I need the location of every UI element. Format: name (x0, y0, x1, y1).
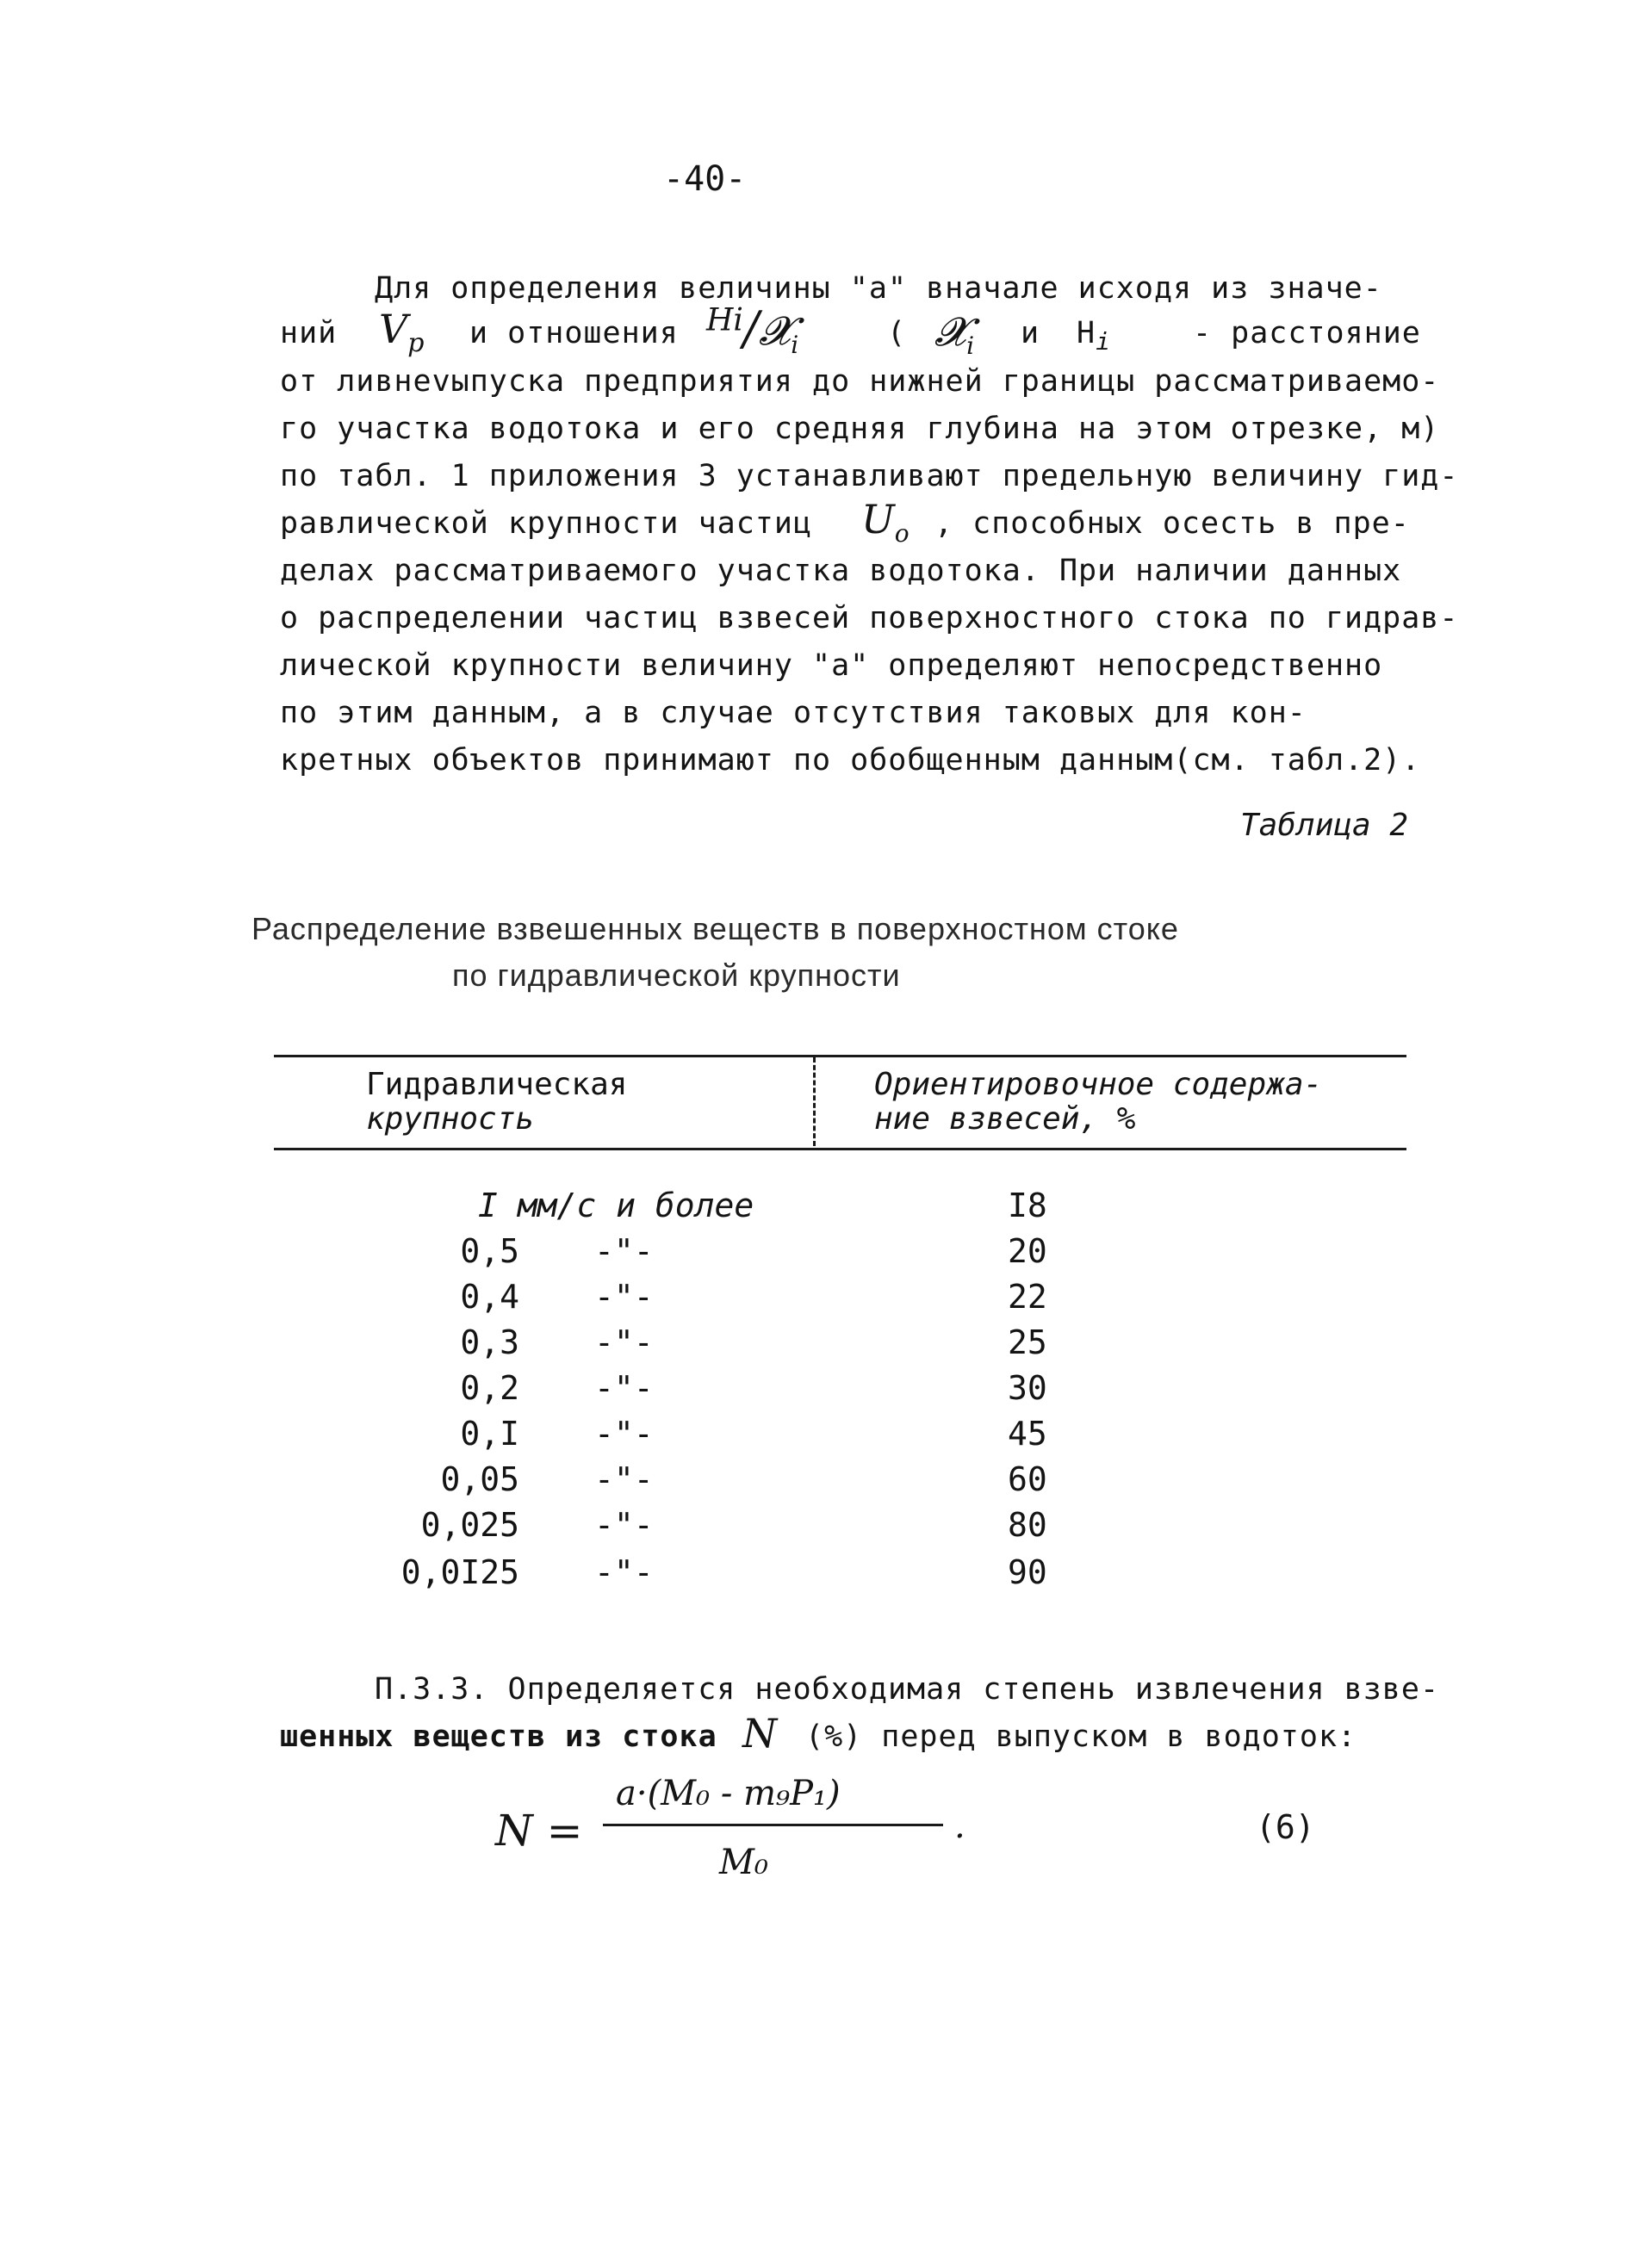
h-symbol (1077, 316, 1111, 356)
table-header-rule (274, 1148, 1406, 1150)
paragraph-line: , способных осесть в пре- (934, 506, 1410, 541)
value-cell: 90 (1008, 1553, 1047, 1591)
value-cell: 25 (1008, 1323, 1047, 1361)
size-cell: 0,5 (460, 1232, 519, 1270)
value-cell: 20 (1008, 1232, 1047, 1270)
table-caption-line2: по гидравлической крупности (452, 957, 901, 993)
paragraph-line: лической крупности величину "а" определяют непосредственно (280, 648, 1383, 683)
table-caption-line1: Распределение взвешенных веществ в поверхностном стоке (251, 911, 1179, 946)
paragraph-line: го участка водотока и его средняя глубина на этом отрезке, м) (280, 412, 1440, 446)
ditto-cell: -"- (594, 1323, 654, 1361)
header-hydraulic-size (366, 1068, 627, 1137)
ditto-cell: -"- (594, 1232, 654, 1270)
math-v: V (379, 306, 408, 352)
formula-number: (6) (1256, 1808, 1315, 1846)
paragraph-line: и (1021, 316, 1040, 350)
math-sub: о (894, 519, 910, 548)
paragraph-line: - расстояние (1193, 316, 1421, 350)
paragraph-line: от ливнevыпуска предприятия до нижней границы рассматриваемо- (280, 364, 1440, 399)
n-symbol: N (742, 1710, 778, 1757)
value-cell: 30 (1008, 1369, 1047, 1407)
paragraph-line: шенных веществ из стока (280, 1720, 717, 1754)
header-text: Ориентировочное содержа- (874, 1067, 1323, 1102)
table-column-divider (813, 1057, 816, 1146)
first-row-label: I мм/с и более (478, 1187, 754, 1224)
math-sub: i (791, 331, 799, 360)
math-sub: i (966, 332, 975, 361)
paragraph-line: Для определения величины "а" вначале исходя из значе- (375, 271, 1382, 306)
math-slash: / (742, 301, 760, 356)
page-number: -40- (663, 159, 747, 199)
u-symbol (861, 496, 910, 548)
ditto-cell: -"- (594, 1415, 654, 1453)
paragraph-line: П.3.3. Определяется необходимая степень извлечения взве- (375, 1672, 1440, 1707)
velocity-symbol (379, 306, 424, 358)
size-cell: 0,2 (460, 1369, 519, 1407)
math-num: Hi (706, 302, 743, 338)
formula-denominator: M₀ (719, 1843, 768, 1882)
size-cell: 0,0I25 (400, 1553, 519, 1591)
paragraph-line: ний (280, 316, 338, 350)
math-h: H (1077, 316, 1096, 350)
paragraph-line: по этим данным, а в случае отсутствия таковых для кон- (280, 696, 1307, 730)
formula-numerator: a·(M₀ - m₉P₁) (616, 1774, 841, 1813)
paragraph-line: по табл. 1 приложения 3 устанавливают предельную величину гид- (280, 459, 1459, 493)
first-row-value: I8 (1008, 1187, 1047, 1224)
header-suspended-content (874, 1068, 1322, 1137)
paragraph-line: ( (887, 316, 907, 350)
paragraph-line: равлической крупности частиц (280, 506, 813, 541)
ditto-cell: -"- (594, 1278, 654, 1316)
header-text: крупность (366, 1101, 535, 1137)
math-sub: i (1096, 327, 1111, 356)
math-x: 𝓧 (934, 308, 967, 355)
table-top-rule (274, 1055, 1406, 1057)
math-sub: р (407, 328, 425, 359)
ditto-cell: -"- (594, 1553, 654, 1591)
paragraph-line: делах рассматриваемого участка водотока. При наличии данных (280, 554, 1402, 588)
paragraph-line: (%) перед выпуском в водоток: (805, 1720, 1357, 1754)
header-text: ние взвесей, % (874, 1101, 1136, 1137)
size-cell: 0,I (460, 1415, 519, 1453)
math-u: U (861, 496, 895, 542)
size-cell: 0,4 (460, 1278, 519, 1316)
value-cell: 80 (1008, 1506, 1047, 1544)
paragraph-line: кретных объектов принимают по обобщенным данным(см. табл.2). (280, 743, 1421, 778)
x-symbol (934, 308, 974, 360)
paragraph-line: и отношения (469, 316, 679, 350)
value-cell: 45 (1008, 1415, 1047, 1453)
size-cell: 0,05 (440, 1460, 519, 1498)
ditto-cell: -"- (594, 1506, 654, 1544)
value-cell: 22 (1008, 1278, 1047, 1316)
ditto-cell: -"- (594, 1460, 654, 1498)
value-cell: 60 (1008, 1460, 1047, 1498)
formula-lhs: N = (495, 1806, 583, 1856)
table-label: Таблица 2 (1240, 808, 1409, 843)
size-cell: 0,3 (460, 1323, 519, 1361)
paragraph-line: о распределении частиц взвесей поверхностного стока по гидрав- (280, 601, 1459, 635)
ratio-symbol (706, 301, 798, 359)
formula-dot: . (954, 1806, 965, 1846)
ditto-cell: -"- (594, 1369, 654, 1407)
size-cell: 0,025 (420, 1506, 519, 1544)
math-den: 𝓧 (759, 307, 792, 354)
header-text: Гидравлическая (366, 1067, 628, 1102)
fraction-bar (603, 1824, 943, 1826)
